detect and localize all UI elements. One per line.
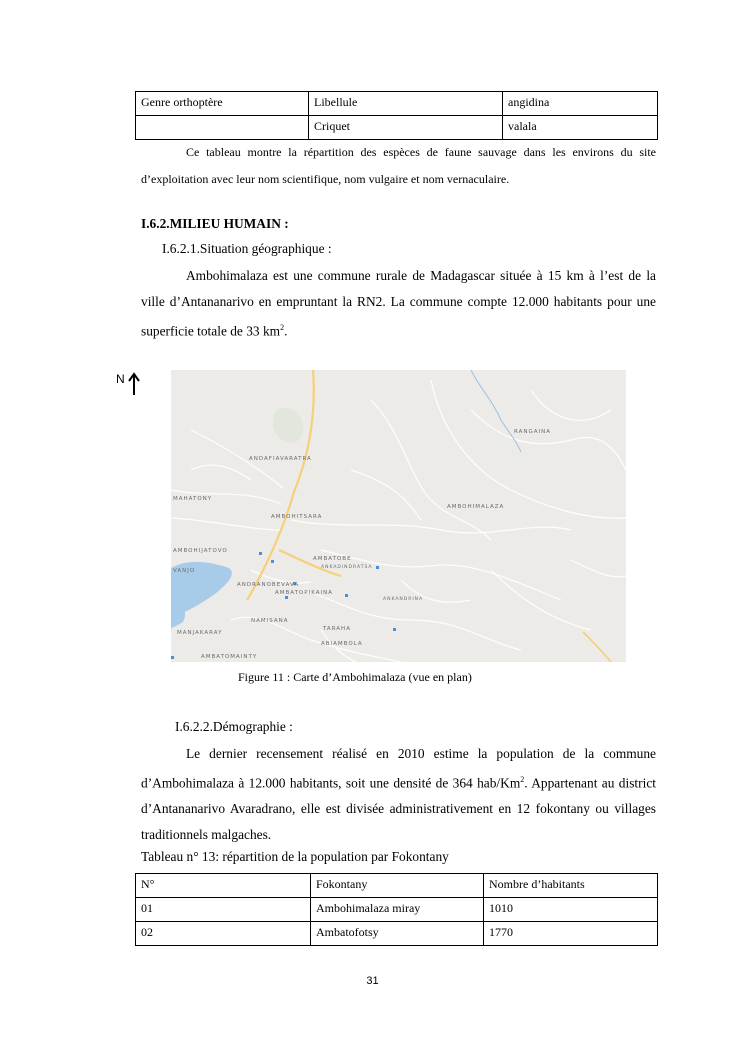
map-label: ANDRANOBEVAVA [237,582,300,588]
superscript: 2 [280,323,285,332]
table-cell: Criquet [309,116,503,140]
north-indicator [116,372,125,386]
table-cell: 1010 [484,898,658,922]
table-header-cell: Nombre d’habitants [484,874,658,898]
map-label: RANGAINA [514,429,551,435]
map-label: AMBOHIJATOVO [173,548,228,554]
table-header-cell: Fokontany [311,874,484,898]
fauna-table [135,91,658,140]
map-label: VANJO [173,568,196,574]
map-canvas [171,370,626,662]
map-label: ANKADINDRATSA [321,565,373,570]
table-row [136,116,658,140]
table-cell: 02 [136,922,311,946]
map-label: ANDAFIAVARATRA [249,456,312,462]
table-row [136,898,658,922]
table-cell: Libellule [309,92,503,116]
map-label: TARAHA [323,626,351,632]
table-cell: Ambohimalaza miray [311,898,484,922]
map-label: MANJAKARAY [177,630,223,636]
map-label: MAHATONY [173,496,213,502]
map-label: AMBATOPIKAINA [275,590,334,596]
map-label: NAMISANA [251,618,289,624]
geography-paragraph [141,263,656,344]
page-number: 31 [366,975,379,987]
superscript: 2 [520,775,525,784]
paragraph-end: . Appartenant au district d’Antananarivo Avaradrano, elle est divisée administrativement en 12 fokontany ou villages traditionnels malgaches. [141,775,656,843]
demography-paragraph [141,741,656,848]
figure-caption: Figure 11 : Carte d’Ambohimalaza (vue en plan) [238,670,472,684]
map-label: AMBATOBE [313,556,352,562]
section-heading: I.6.2.MILIEU HUMAIN : [141,216,289,231]
table-row [136,922,658,946]
fauna-table-note: Ce tableau montre la répartition des espèces de faune sauvage dans les environs du site d’exploitation avec leur nom scientifique, nom vulgaire et nom vernaculaire. [141,145,656,186]
north-arrow-icon [128,372,140,396]
paragraph-text: Le dernier recensement réalisé en 2010 estime la population de la commune d’Ambohimalaza à 12.000 habitants, soit une densité de 364 hab/Km [141,746,656,791]
map-label: AMBOHIMALAZA [447,504,505,510]
population-table [135,873,658,946]
table-cell: Genre orthoptère [136,92,309,116]
table-header-cell: N° [136,874,311,898]
table-cell [136,116,309,140]
table-caption: Tableau n° 13: répartition de la population par Fokontany [141,849,449,864]
table-cell: 01 [136,898,311,922]
map-figure [171,370,626,662]
subsection-heading: I.6.2.1.Situation géographique : [162,241,332,256]
table-cell: angidina [503,92,658,116]
map-label: AMBATOMAINTY [201,654,258,660]
table-cell: 1770 [484,922,658,946]
paragraph-text: Ambohimalaza est une commune rurale de Madagascar située à 15 km à l’est de la ville d’Antananarivo en empruntant la RN2. La commune compte 12.000 habitants pour une superficie totale de 33 km [141,268,656,339]
map-label: ABIAMBOLA [321,641,363,647]
map-label: ANKANDRINA [383,597,424,602]
table-header-row [136,874,658,898]
north-label: N [116,372,125,386]
paragraph-end: . [284,323,288,339]
table-cell: Ambatofotsy [311,922,484,946]
map-label: AMBOHITSARA [271,514,323,520]
subsection-heading: I.6.2.2.Démographie : [175,719,293,734]
table-row [136,92,658,116]
table-cell: valala [503,116,658,140]
